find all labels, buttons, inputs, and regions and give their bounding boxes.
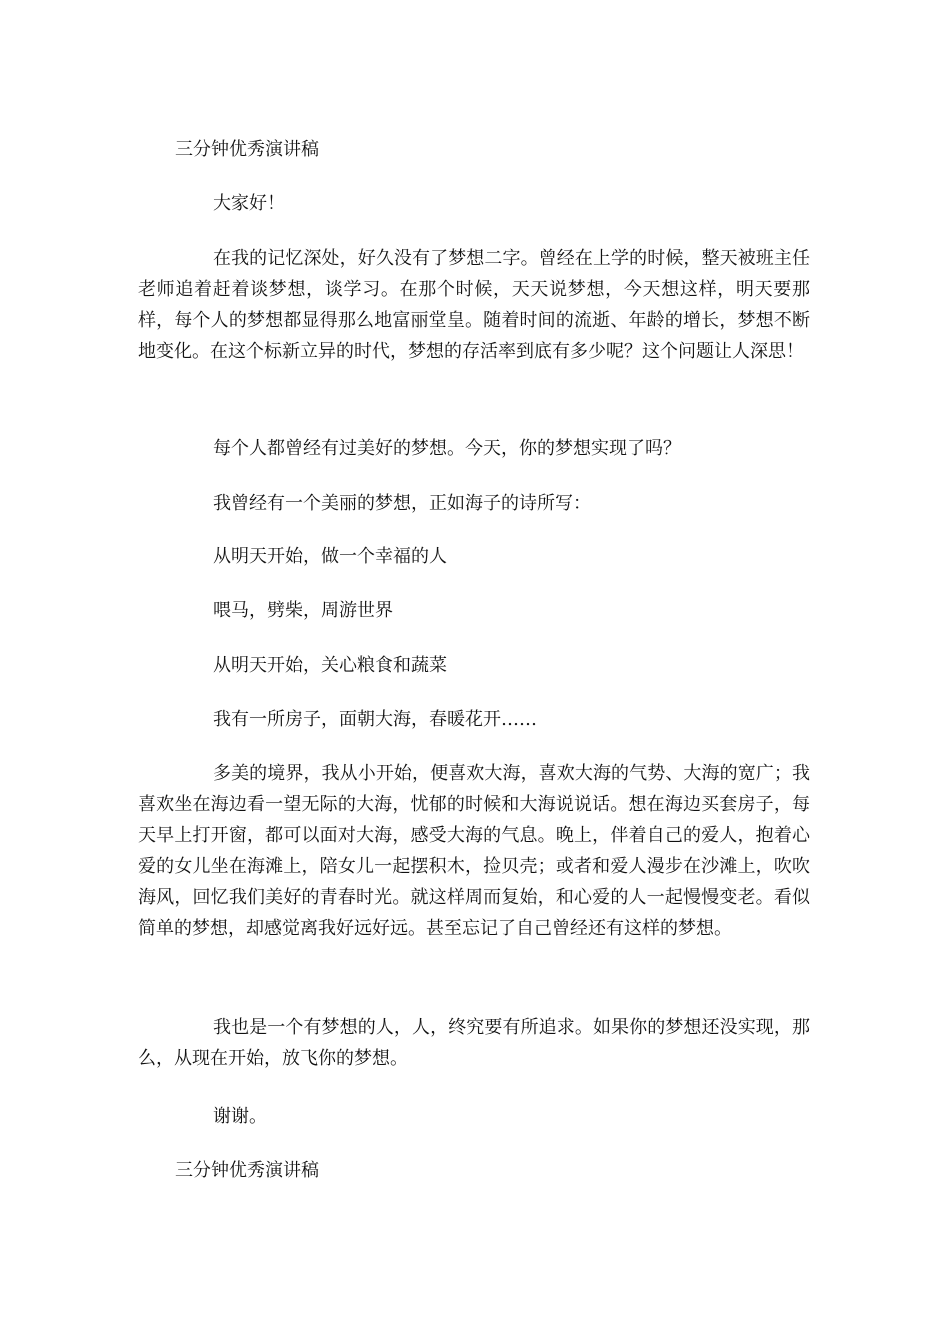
poem-line-4: 我有一所房子，面朝大海，春暖花开…… — [213, 709, 537, 730]
document-title: 三分钟优秀演讲稿 — [175, 139, 319, 160]
poem-line-3: 从明天开始，关心粮食和蔬菜 — [213, 655, 447, 676]
poem-line-2: 喂马，劈柴，周游世界 — [213, 600, 393, 621]
paragraph-poem-intro: 我曾经有一个美丽的梦想，正如海子的诗所写： — [213, 493, 591, 514]
next-document-title: 三分钟优秀演讲稿 — [175, 1160, 319, 1181]
paragraph-intro: 在我的记忆深处，好久没有了梦想二字。曾经在上学的时候，整天被班主任老师追着赶着谈梦想，谈学习。在那个时候，天天说梦想，今天想这样，明天要那样，每个人的梦想都显得那么地富丽堂皇。随着时间的流逝、年龄的增长，梦想不断地变化。在这个标新立异的时代，梦想的存活率到底有多少呢？这个问题让人深思！ — [138, 248, 810, 362]
paragraph-question: 每个人都曾经有过美好的梦想。今天，你的梦想实现了吗？ — [213, 438, 681, 459]
paragraph-conclusion: 我也是一个有梦想的人，人，终究要有所追求。如果你的梦想还没实现，那么，从现在开始，放飞你的梦想。 — [138, 1017, 810, 1069]
paragraph-sea-dream: 多美的境界，我从小开始，便喜欢大海，喜欢大海的气势、大海的宽广；我喜欢坐在海边看一望无际的大海，忧郁的时候和大海说说话。想在海边买套房子，每天早上打开窗，都可以面对大海，感受大海的气息。晚上，伴着自己的爱人，抱着心爱的女儿坐在海滩上，陪女儿一起摆积木，捡贝壳；或者和爱人漫步在沙滩上，吹吹海风，回忆我们美好的青春时光。就这样周而复始，和心爱的人一起慢慢变老。看似简单的梦想，却感觉离我好远好远。甚至忘记了自己曾经还有这样的梦想。 — [138, 763, 810, 939]
paragraph-thanks: 谢谢。 — [213, 1106, 267, 1127]
greeting: 大家好！ — [213, 193, 285, 214]
poem-line-1: 从明天开始，做一个幸福的人 — [213, 546, 447, 567]
